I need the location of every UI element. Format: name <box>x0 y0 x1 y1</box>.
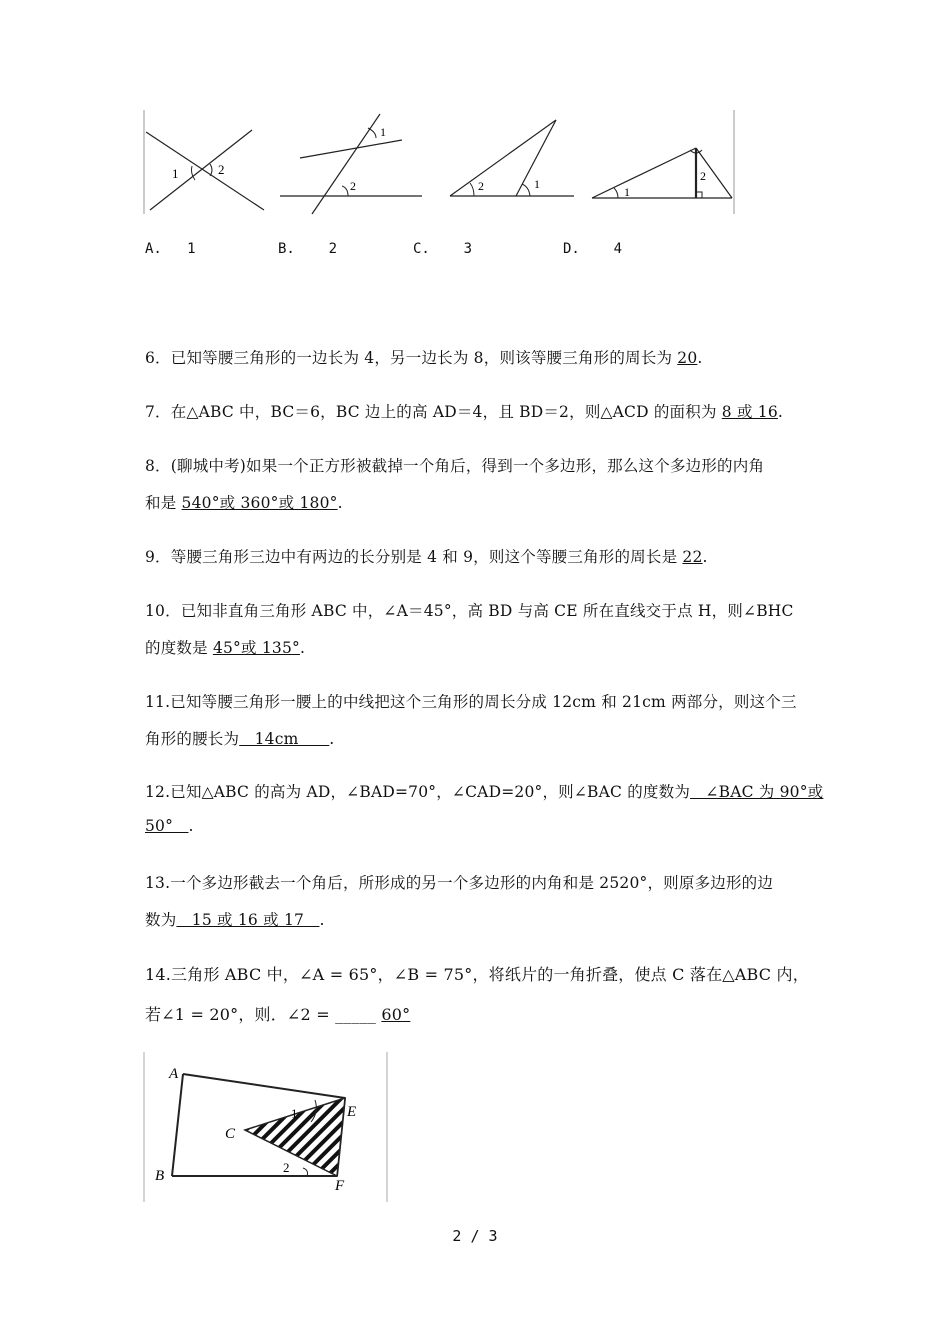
question-12-line2: 50° . <box>145 817 194 835</box>
figure-2 <box>280 114 422 214</box>
answer-10: 45°或 135° <box>212 639 300 657</box>
page-number: 2 / 3 <box>452 1227 498 1245</box>
question-8-line2: 和是 540°或 360°或 180°. <box>145 494 343 512</box>
answer-11: 14cm <box>239 730 330 748</box>
label-angle-1: 1 <box>291 1106 298 1121</box>
answer-14-blank: _____ <box>335 1005 377 1024</box>
question-11-line1: 11.已知等腰三角形一腰上的中线把这个三角形的周长分成 12cm 和 21cm 两部分，则这个三 <box>145 693 797 711</box>
fig4-label-1: 1 <box>624 185 630 199</box>
answer-8: 540°或 360°或 180° <box>181 494 338 512</box>
fig2-label-2: 2 <box>350 179 356 193</box>
fig1-label-2: 2 <box>218 162 225 177</box>
question-6: 6．已知等腰三角形的一边长为 4，另一边长为 8，则该等腰三角形的周长为 20. <box>145 349 703 367</box>
option-d: D. 4 <box>563 241 623 257</box>
question-13-line1: 13.一个多边形截去一个角后，所形成的另一个多边形的内角和是 2520°，则原多边形的边 <box>145 874 774 892</box>
question-14-line1: 14.三角形 ABC 中，∠A = 65°，∠B = 75°，将纸片的一角折叠，使点 C 落在△ABC 内， <box>145 965 809 984</box>
answer-12-part1: ∠BAC 为 90°或 <box>690 783 824 801</box>
fig3-label-2: 2 <box>478 179 484 193</box>
fig2-label-1: 1 <box>380 125 386 139</box>
label-e: E <box>347 1104 357 1120</box>
figure-4 <box>592 148 732 199</box>
answer-14: 60° <box>381 1005 411 1024</box>
question-7: 7．在△ABC 中，BC＝6，BC 边上的高 AD＝4，且 BD＝2，则△ACD 的面积为 8 或 16. <box>145 403 784 421</box>
answer-9: 22 <box>682 548 703 566</box>
label-f: F <box>335 1178 345 1194</box>
option-b: B. 2 <box>278 241 338 257</box>
label-b: B <box>155 1168 165 1184</box>
answer-7: 8 或 16 <box>721 403 778 421</box>
question-9: 9．等腰三角形三边中有两边的长分别是 4 和 9，则这个等腰三角形的周长是 22. <box>145 548 708 566</box>
fig4-label-2: 2 <box>700 169 706 183</box>
fig1-label-1: 1 <box>172 166 179 181</box>
figure-1 <box>146 130 264 210</box>
folding-figure <box>143 1052 389 1202</box>
question-10-line2: 的度数是 45°或 135°. <box>145 639 306 657</box>
option-a: A. 1 <box>145 241 196 257</box>
question-12-line1: 12.已知△ABC 的高为 AD，∠BAD=70°，∠CAD=20°，则∠BAC 的度数为 ∠BAC 为 90°或 <box>145 783 824 801</box>
fig3-label-1: 1 <box>534 177 540 191</box>
option-c: C. 3 <box>413 241 473 257</box>
question-13-line2: 数为 15 或 16 或 17 . <box>145 911 325 929</box>
answer-12-part2: 50° <box>145 817 189 835</box>
label-a: A <box>169 1066 179 1082</box>
figure-3 <box>450 120 574 196</box>
question-11-line2: 角形的腰长为 14cm . <box>145 730 335 748</box>
question-10-line1: 10．已知非直角三角形 ABC 中，∠A＝45°，高 BD 与高 CE 所在直线交于点 H，则∠BHC <box>145 602 794 620</box>
answer-13: 15 或 16 或 17 <box>176 911 320 929</box>
question-8-line1: 8．(聊城中考)如果一个正方形被截掉一个角后，得到一个多边形，那么这个多边形的内角 <box>145 457 765 475</box>
label-angle-2: 2 <box>283 1160 290 1175</box>
question-14-line2: 若∠1 = 20°，则．∠2 = _____ 60° <box>145 1005 411 1024</box>
angle-figures <box>140 110 740 220</box>
answer-6: 20 <box>677 349 698 367</box>
label-c: C <box>225 1126 236 1142</box>
